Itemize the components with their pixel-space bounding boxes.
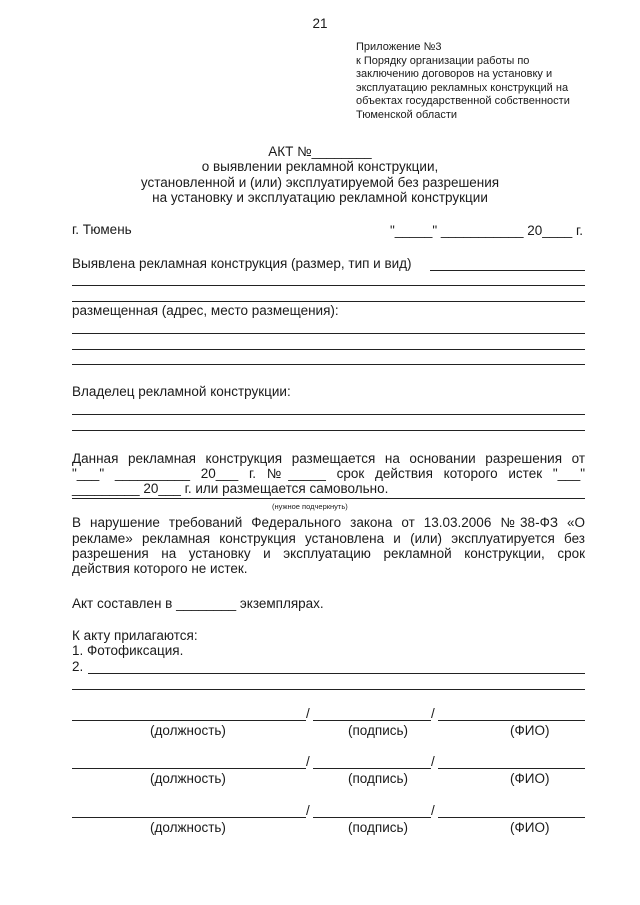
appendix-block (356, 41, 606, 123)
detected-line[interactable] (430, 270, 585, 271)
signature-caption: (подпись) (348, 820, 409, 835)
heading-line: о выявлении рекламной конструкции, (201, 159, 439, 174)
basis-underline (72, 498, 585, 499)
signature-sign-line[interactable] (313, 768, 431, 769)
detected-line[interactable] (72, 301, 585, 302)
basis-line: Данная рекламная конструкция размещается на основании разрешения от (72, 451, 585, 466)
name-caption: (ФИО) (510, 820, 550, 835)
position-caption: (должность) (150, 771, 226, 786)
attachment-item: 1. Фотофиксация. (72, 643, 184, 658)
signature-sign-line[interactable] (313, 817, 431, 818)
page-number: 21 (312, 16, 328, 31)
signature-separator: / (306, 706, 310, 721)
violation-line: действия которого не истек. (72, 561, 248, 576)
copies-text: Акт составлен в ________ экземплярах. (72, 596, 324, 611)
attachments-title: К акту прилагаются: (72, 628, 198, 643)
appendix-line: Тюменской области (356, 108, 458, 121)
signature-name-line[interactable] (438, 720, 585, 721)
signature-separator: / (431, 706, 435, 721)
act-number: АКТ №________ (268, 144, 372, 159)
placed-line[interactable] (72, 333, 585, 334)
violation-line: рекламе» рекламная конструкция установлена и (или) эксплуатируется без (72, 531, 585, 546)
signature-name-line[interactable] (438, 768, 585, 769)
heading-line: установленной и (или) эксплуатируемой без разрешения (140, 175, 500, 190)
owner-line[interactable] (72, 430, 585, 431)
signature-separator: / (431, 754, 435, 769)
signature-caption: (подпись) (348, 723, 409, 738)
attachment-line[interactable] (72, 689, 585, 690)
appendix-line: эксплуатацию рекламных конструкций на (356, 81, 569, 94)
signature-separator: / (431, 803, 435, 818)
basis-note: (нужное подчеркнуть) (272, 502, 348, 511)
placed-line[interactable] (72, 364, 585, 365)
basis-line: _________ 20___ г. или размещается самовольно. (72, 481, 389, 496)
signature-caption: (подпись) (348, 771, 409, 786)
placed-line[interactable] (72, 349, 585, 350)
name-caption: (ФИО) (510, 771, 550, 786)
violation-line: разрешения на установку и эксплуатацию рекламной конструкции, срок (72, 546, 585, 561)
position-caption: (должность) (150, 723, 226, 738)
placed-label: размещенная (адрес, место размещения): (72, 303, 339, 318)
appendix-line: к Порядку организации работы по (356, 54, 530, 67)
basis-line: "___" __________ 20___ г. №_____ срок действия которого истек "___" (72, 466, 585, 481)
signature-position-line[interactable] (72, 720, 306, 721)
date-field[interactable]: "_____" ___________ 20____ г. (390, 223, 584, 238)
appendix-title: Приложение №3 (356, 41, 442, 53)
detected-line[interactable] (72, 285, 585, 286)
attachment-line[interactable] (88, 673, 585, 674)
owner-line[interactable] (72, 414, 585, 415)
signature-position-line[interactable] (72, 817, 306, 818)
signature-name-line[interactable] (438, 817, 585, 818)
signature-sign-line[interactable] (313, 720, 431, 721)
position-caption: (должность) (150, 820, 226, 835)
signature-separator: / (306, 803, 310, 818)
detected-label: Выявлена рекламная конструкция (размер, тип и вид) (72, 256, 412, 271)
appendix-line: объектах государственной собственности (356, 95, 570, 108)
violation-line: В нарушение требований Федерального закона от 13.03.2006 №38-ФЗ «О (72, 515, 585, 530)
city: г. Тюмень (72, 222, 132, 237)
appendix-line: заключению договоров на установку и (356, 68, 553, 81)
heading-line: на установку и эксплуатацию рекламной конструкции (152, 190, 488, 205)
name-caption: (ФИО) (510, 723, 550, 738)
signature-separator: / (306, 754, 310, 769)
attachment-item: 2. (72, 659, 84, 674)
owner-label: Владелец рекламной конструкции: (72, 384, 291, 399)
signature-position-line[interactable] (72, 768, 306, 769)
